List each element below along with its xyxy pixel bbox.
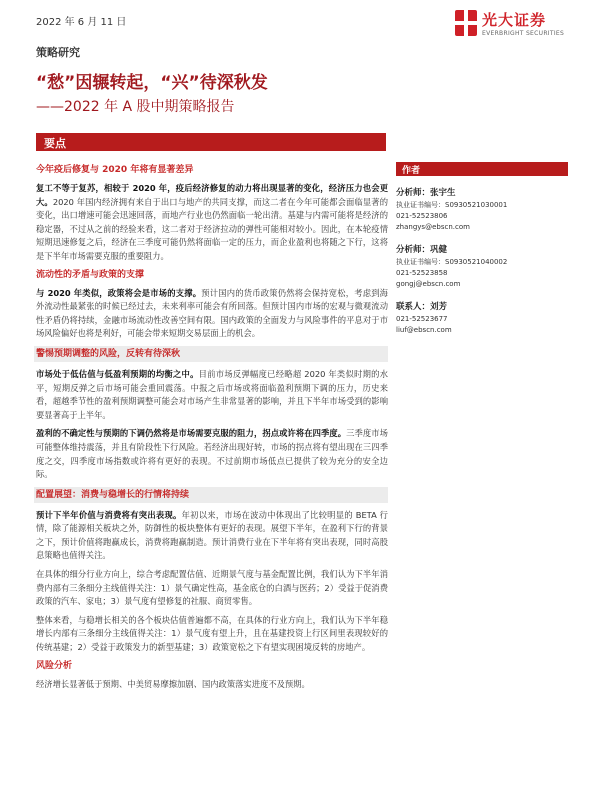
- author-role: 分析师：: [396, 245, 431, 255]
- paragraph-body: 预计国内的货币政策仍然将会保持宽松，考虑到海外流动性最紧张的时候已经过去，未来利率可能会有所回落。但预计国内市场的宏观与微观流动性矛盾仍将持续，金融市场流动性改善空间有限。国内政策的全面发力与风险事件的平息对于市场风险偏好也将是利好，可能会带来短期交易层面上的机会。: [36, 287, 388, 339]
- author-entry: [396, 243, 571, 290]
- author-license: 执业证书编号：S0930521040002: [396, 258, 508, 266]
- author-role: 联系人：: [396, 302, 431, 312]
- authors-list: [396, 186, 571, 346]
- paragraph-lead: 预计下半年价值与消费将有突出表现。: [36, 509, 182, 520]
- paragraph-lead: 与 2020 年类似，政策将会是市场的支撑。: [36, 287, 202, 298]
- author-email[interactable]: gongj@ebscn.com: [396, 280, 461, 288]
- main-content: [36, 164, 388, 696]
- section-heading: 今年疫后修复与 2020 年将有显著差异: [36, 165, 194, 175]
- author-email[interactable]: liuf@ebscn.com: [396, 326, 452, 334]
- paragraph-body: 三季度市场可能整体维持震荡，并且有阶段性下行风险。若经济出现好转，市场的拐点将有望出现在三四季度之交，四季度市场指数或许将有更好的表现。不过前期市场低点已提供了较为充分的安全边际。: [36, 428, 388, 480]
- paragraph-body: 整体来看，与稳增长相关的各个板块估值普遍都不高，在具体的行业方向上，我们认为下半年稳增长内部有三条细分主线值得关注：1）景气度有望上升，且在基建投资上行区间里表现较好的传统基建；2）受益于政策发力的新型基建；3）政策宽松之下有望实现困境反转的房地产。: [36, 614, 388, 653]
- section-heading: 警惕预期调整的风险，反转有待深秋: [34, 346, 388, 362]
- paragraph: [36, 614, 388, 655]
- author-name: 张宇生: [430, 188, 456, 198]
- paragraph: [36, 427, 388, 481]
- authors-bar: [396, 162, 568, 176]
- author-phone: 021-52523677: [396, 315, 448, 323]
- section-heading: 配置展望：消费与稳增长的行情将持续: [34, 487, 388, 503]
- brand-logo: [455, 8, 595, 42]
- paragraph-lead: 盈利的不确定性与预期的下调仍然将是市场需要克服的阻力，拐点或许将在四季度。: [36, 428, 347, 439]
- author-phone: 021-52523858: [396, 269, 448, 277]
- paragraph-lead: 市场处于低估值与低盈利预期的均衡之中。: [36, 368, 199, 379]
- paragraph: [36, 182, 388, 264]
- paragraph: [36, 287, 388, 341]
- author-entry: [396, 300, 571, 336]
- paragraph: [36, 568, 388, 609]
- paragraph-body: 经济增长显著低于预期、中美贸易摩擦加剧、国内政策落实进度不及预期。: [36, 678, 310, 689]
- author-entry: [396, 186, 571, 233]
- author-phone: 021-52523806: [396, 212, 448, 220]
- author-role: 分析师：: [396, 188, 431, 198]
- report-title: “愁”因辗转起，“兴”待深秋发: [36, 73, 268, 93]
- key-points-bar: [36, 133, 386, 151]
- paragraph-body: 年初以来，市场在波动中体现出了比较明显的 BETA 行情，除了能源相关板块之外，防御性的板块整体有更好的表现。展望下半年，在盈利下行的背景之下，预计价值将跑赢成长，消费将跑赢制造。预计消费行业在下半年将有突出表现，同时高股息策略也值得关注。: [36, 509, 388, 561]
- paragraph-lead: 复工不等于复苏，相较于 2020 年，疫后经济修复的动力将出现显著的变化，经济压力也会更大。: [36, 183, 388, 207]
- paragraph-body: 在具体的细分行业方向上，综合考虑配置估值、近期景气度与基金配置比例，我们认为下半年消费内部有三条细分主线值得关注：1）景气确定性高，基金底仓的白酒与医药；2）受益于促消费政策的汽车、家电；3）景气度有望修复的社服、商贸零售。: [36, 569, 388, 607]
- logo-name: 光大证券: [482, 11, 547, 29]
- author-name-line: [396, 300, 571, 312]
- paragraph: [36, 368, 388, 422]
- logo-english-name: EVERBRIGHT SECURITIES: [482, 30, 565, 37]
- author-name: 刘芳: [430, 302, 448, 312]
- author-name-line: [396, 186, 571, 198]
- authors-label: 作者: [402, 166, 421, 176]
- paragraph-body: 目前市场反弹幅度已经略超 2020 年类似时期的水平，短期反弹之后市场可能会重回震荡。中报之后市场或将面临盈利预期下调的压力，历史来看，超越季节性的盈利预期调整可能会对市场产生非常显著的影响，并且下半年市场受到的影响要显著高于上半年。: [36, 368, 388, 420]
- section-heading: 风险分析: [36, 660, 73, 671]
- report-subtitle: ——2022 年 A 股中期策略报告: [36, 99, 235, 115]
- report-date: 2022 年 6 月 11 日: [36, 17, 127, 28]
- author-name: 巩健: [430, 245, 448, 255]
- author-name-line: [396, 243, 571, 255]
- report-category: 策略研究: [36, 46, 80, 59]
- section-heading: 流动性的矛盾与政策的支撑: [36, 269, 145, 280]
- paragraph: [36, 509, 388, 563]
- author-license: 执业证书编号：S0930521030001: [396, 201, 508, 209]
- key-points-label: 要点: [44, 137, 66, 150]
- paragraph-body: 2020 年国内经济拥有来自于出口与地产的共同支撑，而这二者在今年可能都会面临显著的变化，出口增速可能会迅速回落，而地产行业也仍然面临一轮出清。基建与内需可能将是经济的稳定器，不过从之前的经验来看，这二者对于经济拉动的弹性可能相对较小。因此，在本轮疫情短期迅速修复之后，经济在三季度可能仍然将面临一定的压力，而企业盈利也将随之下行，这将是下半年市场需要克服的重要阻力。: [36, 196, 388, 261]
- paragraph: [36, 678, 388, 692]
- logo-mark-icon: [455, 10, 477, 36]
- author-email[interactable]: zhangys@ebscn.com: [396, 223, 470, 231]
